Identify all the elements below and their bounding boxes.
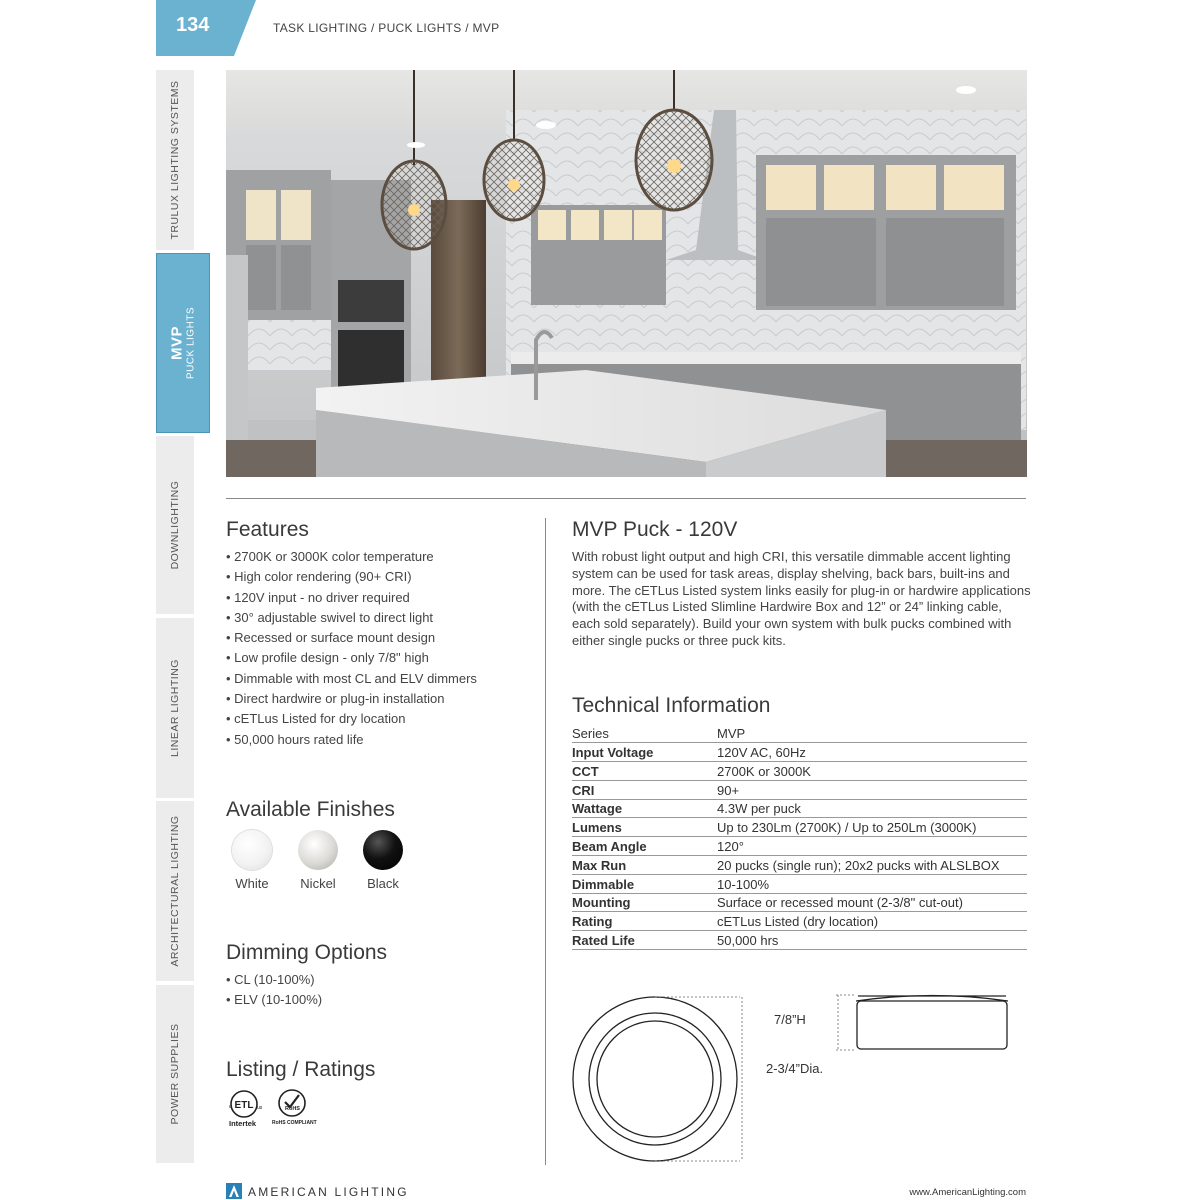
product-description: With robust light output and high CRI, this versatile dimmable accent lighting system can be used for task areas, display shelving, back bars, built-ins and more. The cETLus Listed system links easily for plug-in or hardwire applications (with the cETLus Listed Slimline Hardwire Box and 12” or 24” linking cable, each sold separately). Build your own system with bulk pucks combined with either single pucks or three puck kits. <box>572 549 1031 648</box>
rohs-mark: RoHS <box>285 1106 300 1112</box>
svg-text:ETL: ETL <box>234 1100 254 1111</box>
kitchen-photo <box>226 70 1027 477</box>
spec-value: Surface or recessed mount (2-3/8" cut-out) <box>717 893 1027 912</box>
spec-key: Rated Life <box>572 931 717 950</box>
spec-key: Lumens <box>572 818 717 837</box>
diameter-label: 2-3/4”Dia. <box>766 1061 824 1076</box>
puck-top-view-drawing <box>570 995 750 1165</box>
tab-downlighting[interactable] <box>156 436 194 616</box>
feature-item: • Recessed or surface mount design <box>226 628 477 648</box>
table-row <box>572 874 1027 893</box>
table-row <box>572 799 1027 818</box>
spec-key: CRI <box>572 780 717 799</box>
spec-value: 120° <box>717 837 1027 856</box>
finish-name: Black <box>367 876 399 891</box>
product-title: MVP Puck - 120V <box>572 518 738 541</box>
spec-value: cETLus Listed (dry location) <box>717 912 1027 931</box>
spec-key: Mounting <box>572 893 717 912</box>
tab-label: POWER SUPPLIES <box>169 1023 181 1125</box>
rohs-caption: RoHS COMPLIANT <box>272 1120 317 1126</box>
spec-key: Max Run <box>572 856 717 875</box>
dimming-heading: Dimming Options <box>226 941 388 964</box>
height-label: 7/8”H <box>774 1012 806 1027</box>
tab-mvp-puck-lights[interactable] <box>156 253 210 433</box>
spec-key: Beam Angle <box>572 837 717 856</box>
feature-item: • 30° adjustable swivel to direct light <box>226 608 477 628</box>
etl-caption: Intertek <box>229 1119 257 1128</box>
section-divider <box>226 498 1026 499</box>
dimming-list <box>226 970 322 1011</box>
finishes-heading: Available Finishes <box>226 798 395 821</box>
table-row <box>572 837 1027 856</box>
page-number: 134 <box>176 14 210 36</box>
tech-table <box>572 724 1027 950</box>
spec-key: Dimmable <box>572 874 717 893</box>
tab-label: DOWNLIGHTING <box>169 480 181 570</box>
spec-value: 120V AC, 60Hz <box>717 743 1027 762</box>
table-row <box>572 724 1027 743</box>
spec-key: Wattage <box>572 799 717 818</box>
table-row <box>572 762 1027 781</box>
tab-label: TRULUX LIGHTING SYSTEMS <box>169 80 181 240</box>
finish-swatch <box>232 830 272 870</box>
feature-item: • 120V input - no driver required <box>226 588 477 608</box>
table-row <box>572 856 1027 875</box>
features-list <box>226 547 477 750</box>
tab-label-main: MVP <box>168 326 186 361</box>
spec-key: CCT <box>572 762 717 781</box>
feature-item: • High color rendering (90+ CRI) <box>226 567 477 587</box>
spec-key: Rating <box>572 912 717 931</box>
svg-text:us: us <box>257 1105 263 1111</box>
finish-black <box>353 830 413 891</box>
feature-item: • 50,000 hours rated life <box>226 730 477 750</box>
etl-listed-logo <box>226 1088 266 1130</box>
finish-swatch <box>298 830 338 870</box>
tab-architectural-lighting[interactable] <box>156 801 194 983</box>
finish-nickel <box>288 830 348 891</box>
american-lighting-logo-icon <box>226 1183 242 1200</box>
table-row <box>572 893 1027 912</box>
feature-item: • 2700K or 3000K color temperature <box>226 547 477 567</box>
tab-label-sub: PUCK LIGHTS <box>185 306 197 380</box>
features-heading: Features <box>226 518 309 541</box>
spec-value: 50,000 hrs <box>717 931 1027 950</box>
spec-key: Input Voltage <box>572 743 717 762</box>
tab-label <box>169 307 198 379</box>
page-number-tab <box>156 0 256 56</box>
spec-value: 4.3W per puck <box>717 799 1027 818</box>
spec-value: 90+ <box>717 780 1027 799</box>
tab-label: ARCHITECTURAL LIGHTING <box>169 815 181 967</box>
footer-url[interactable]: www.AmericanLighting.com <box>909 1187 1026 1198</box>
table-row <box>572 912 1027 931</box>
svg-text:c: c <box>229 1104 232 1110</box>
feature-item: • cETLus Listed for dry location <box>226 709 477 729</box>
spec-key: Series <box>572 724 717 743</box>
finish-swatch <box>363 830 403 870</box>
finish-name: White <box>235 876 269 891</box>
footer-brand: AMERICAN LIGHTING <box>248 1185 409 1199</box>
finish-white <box>222 830 282 891</box>
tech-heading: Technical Information <box>572 694 771 717</box>
table-row <box>572 818 1027 837</box>
tab-label: LINEAR LIGHTING <box>169 659 181 757</box>
rohs-logo <box>272 1088 320 1130</box>
feature-item: • Direct hardwire or plug-in installation <box>226 689 477 709</box>
tab-power-supplies[interactable] <box>156 985 194 1165</box>
spec-value: MVP <box>717 724 1027 743</box>
breadcrumb: TASK LIGHTING / PUCK LIGHTS / MVP <box>273 21 500 35</box>
dimming-item: • ELV (10-100%) <box>226 990 322 1010</box>
spec-value: 20 pucks (single run); 20x2 pucks with ALSLBOX <box>717 856 1027 875</box>
listing-heading: Listing / Ratings <box>226 1058 376 1081</box>
puck-side-view-drawing <box>832 992 1012 1054</box>
finish-name: Nickel <box>300 876 336 891</box>
column-divider <box>545 518 546 1165</box>
tab-linear-lighting[interactable] <box>156 618 194 800</box>
dimming-item: • CL (10-100%) <box>226 970 322 990</box>
spec-value: 10-100% <box>717 874 1027 893</box>
feature-item: • Low profile design - only 7/8" high <box>226 648 477 668</box>
table-row <box>572 743 1027 762</box>
table-row <box>572 931 1027 950</box>
feature-item: • Dimmable with most CL and ELV dimmers <box>226 669 477 689</box>
table-row <box>572 780 1027 799</box>
spec-value: Up to 230Lm (2700K) / Up to 250Lm (3000K) <box>717 818 1027 837</box>
tab-trulux-lighting-systems[interactable] <box>156 70 194 252</box>
spec-value: 2700K or 3000K <box>717 762 1027 781</box>
